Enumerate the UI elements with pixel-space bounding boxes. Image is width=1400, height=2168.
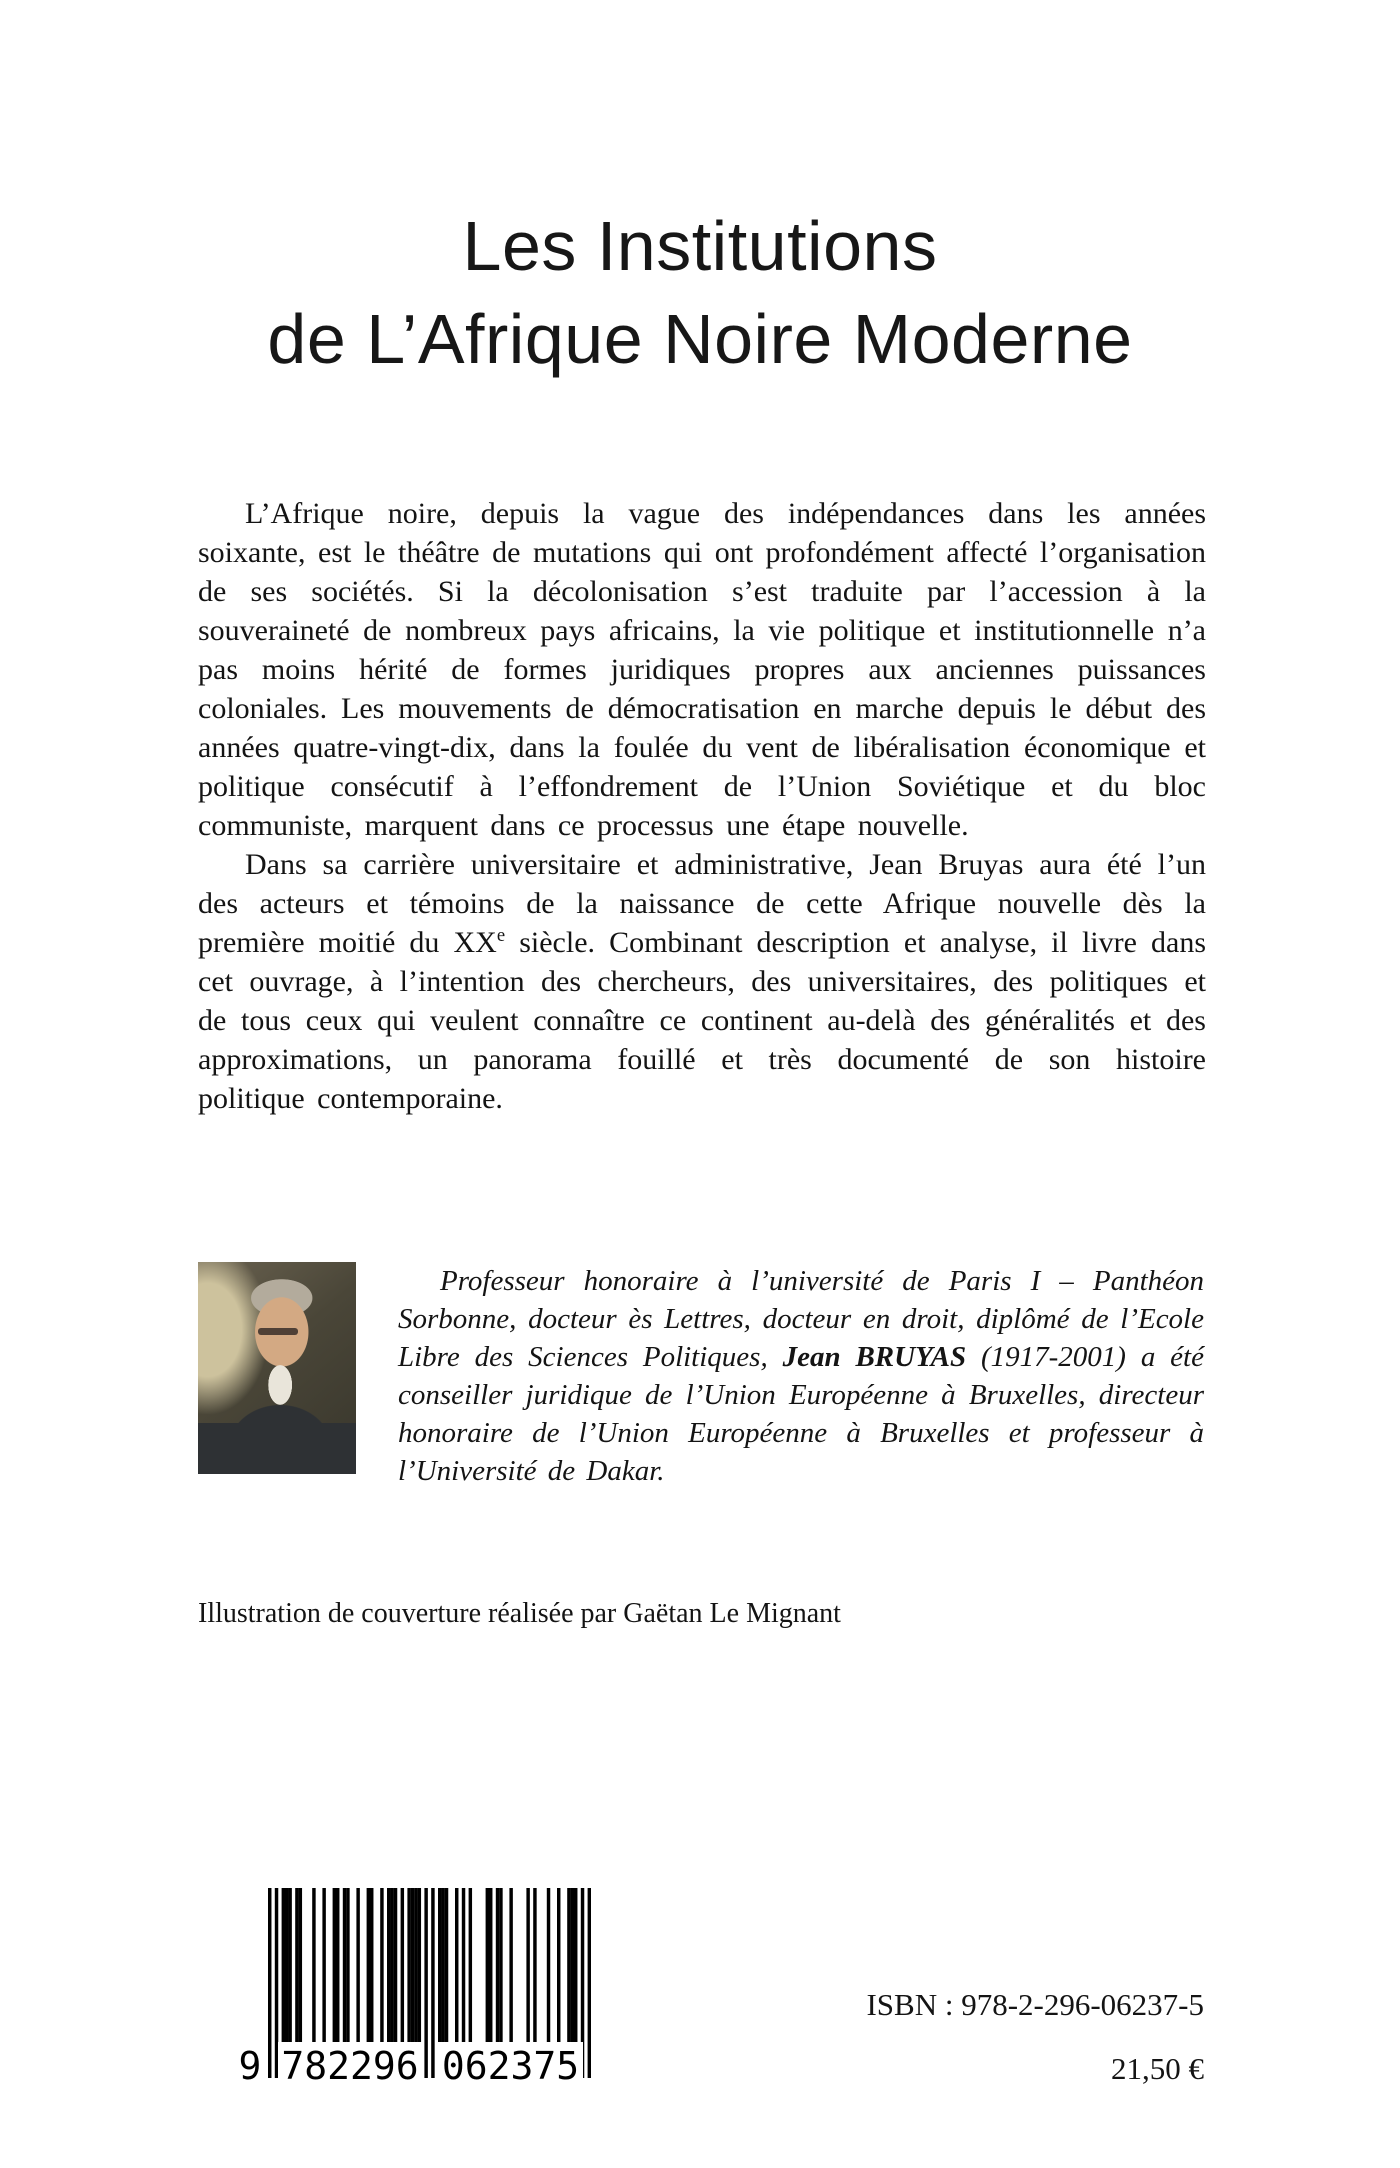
synopsis-paragraph-1: L’Afrique noire, depuis la vague des indépendances dans les années soixante, est le théâtre de mutations qui ont profondément affecté l’organisation de ses sociétés. Si la décolonisation s’est traduite par l’accession à la souveraineté de nombreux pays africains, la vie politique et institutionnelle n’a pas moins hérité de formes juridiques propres aux anciennes puissances coloniales. Les mouvements de démocratisation en marche depuis le début des années quatre-vingt-dix, dans la foulée du vent de libéralisation économique et politique consécutif à l’effondrement de l’Union Soviétique et du bloc communiste, marquent dans ce processus une étape nouvelle. bbox=[198, 497, 1206, 842]
title-line-1: Les Institutions bbox=[462, 207, 938, 285]
title-line-2: de L’Afrique Noire Moderne bbox=[267, 300, 1133, 378]
barcode bbox=[238, 1888, 608, 2088]
author-name: Jean BRUYAS bbox=[782, 1341, 967, 1373]
photo-glasses-shape bbox=[258, 1328, 298, 1335]
price-text: 21,50 € bbox=[1111, 2051, 1204, 2086]
barcode-digits-left: 782296 bbox=[278, 2042, 422, 2088]
illustration-credit: Illustration de couverture réalisée par Gaëtan Le Mignant bbox=[198, 1598, 841, 1629]
book-title bbox=[0, 200, 1400, 386]
author-bio-section bbox=[398, 1262, 1204, 1490]
synopsis-paragraph-2 bbox=[198, 845, 1206, 1118]
barcode-digit-9: 9 bbox=[238, 2044, 262, 2088]
isbn-text: ISBN : 978-2-296-06237-5 bbox=[866, 1987, 1204, 2022]
synopsis-paragraph-2-end: siècle. Combinant description et analyse, il livre dans cet ouvrage, à l’intention des chercheurs, des universitaires, des politiques et de tous ceux qui veulent connaître ce continent au-delà des généralités et des approximations, un panorama fouillé et très documenté de son histoire politique contemporaine. bbox=[198, 926, 1206, 1115]
author-photo bbox=[198, 1262, 356, 1474]
bio-text-after: (1917-2001) a été conseiller juridique de l’Union Européenne à Bruxelles, directeur honoraire de l’Union Européenne à Bruxelles et professeur à l’Université de Dakar. bbox=[398, 1341, 1204, 1487]
century-superscript: e bbox=[496, 925, 506, 946]
barcode-digits-right: 062375 bbox=[438, 2042, 583, 2088]
author-bio-text bbox=[398, 1262, 1204, 1490]
isbn-price-section bbox=[866, 1984, 1204, 2090]
synopsis-section bbox=[198, 494, 1206, 1118]
synopsis-paragraph-2-text: Dans sa carrière universitaire et administrative, Jean Bruyas aura été l’un des acteurs et témoins de la naissance de cette Afrique nouvelle dès la première moitié du XX bbox=[198, 848, 1206, 959]
bio-text-before: Professeur honoraire à l’université de Paris I – Panthéon Sorbonne, docteur ès Lettres, docteur en droit, diplômé de l’Ecole Libre des Sciences Politiques, bbox=[398, 1265, 1204, 1373]
